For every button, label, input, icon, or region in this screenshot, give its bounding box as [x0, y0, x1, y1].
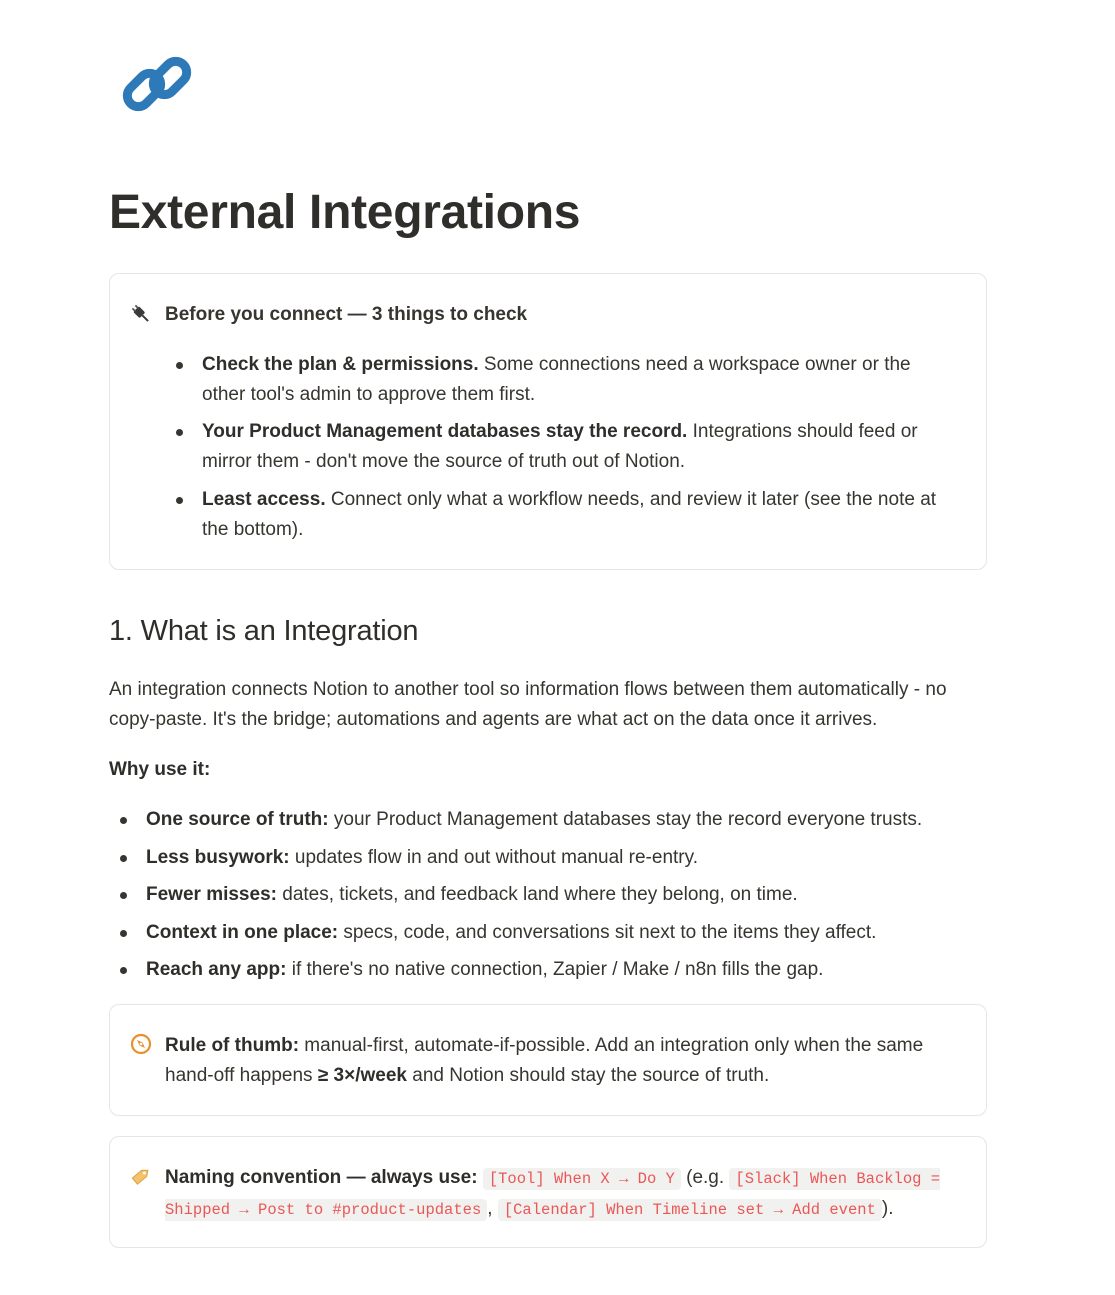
plug-icon	[130, 303, 152, 325]
naming-text: Naming convention — always use: [Tool] When X → Do Y (e.g. [Slack] When Backlog = Shipped → Post to #product-updates , [Calendar] When Timeline set → Add event ).	[165, 1167, 941, 1219]
list-item: Your Product Management databases stay the record. Integrations should feed or mirror them - don't move the source of truth out of Notion.	[165, 417, 958, 477]
label-icon	[130, 1165, 152, 1187]
list-item: Context in one place: specs, code, and conversations sit next to the items they affect.	[109, 918, 989, 948]
inline-code: [Tool] When X → Do Y	[483, 1168, 681, 1190]
inline-code: [Slack] When Backlog = Shipped → Post to #product-updates	[165, 1170, 941, 1219]
list-item: One source of truth: your Product Management databases stay the record everyone trusts.	[109, 805, 989, 835]
intro-paragraph: An integration connects Notion to another tool so information flows between them automatically - no copy-paste. It's the bridge; automations and agents are what act on the data once it arrives.	[109, 679, 947, 730]
callout-naming-convention	[109, 1136, 987, 1248]
check-list	[165, 350, 958, 545]
compass-icon	[130, 1033, 152, 1055]
link-icon[interactable]	[119, 46, 195, 122]
list-item: Reach any app: if there's no native connection, Zapier / Make / n8n fills the gap.	[109, 955, 989, 985]
rule-text: Rule of thumb: manual-first, automate-if-possible. Add an integration only when the same hand-off happens ≥ 3×/week and Notion should stay the source of truth.	[165, 1035, 924, 1086]
page-title: External Integrations	[109, 186, 581, 239]
list-item: Fewer misses: dates, tickets, and feedback land where they belong, on time.	[109, 880, 989, 910]
why-label: Why use it:	[109, 759, 211, 780]
list-item: Less busywork: updates flow in and out without manual re-entry.	[109, 843, 989, 873]
callout-rule-of-thumb	[109, 1004, 987, 1116]
list-item: Least access. Connect only what a workflow needs, and review it later (see the note at the bottom).	[165, 485, 958, 545]
section-heading: 1. What is an Integration	[109, 615, 419, 647]
callout-title: Before you connect — 3 things to check	[165, 304, 528, 325]
inline-code: [Calendar] When Timeline set → Add event	[498, 1199, 882, 1221]
list-item: Check the plan & permissions. Some connections need a workspace owner or the other tool's admin to approve them first.	[165, 350, 958, 410]
reasons-list	[109, 805, 989, 985]
callout-before-connect	[109, 273, 987, 570]
